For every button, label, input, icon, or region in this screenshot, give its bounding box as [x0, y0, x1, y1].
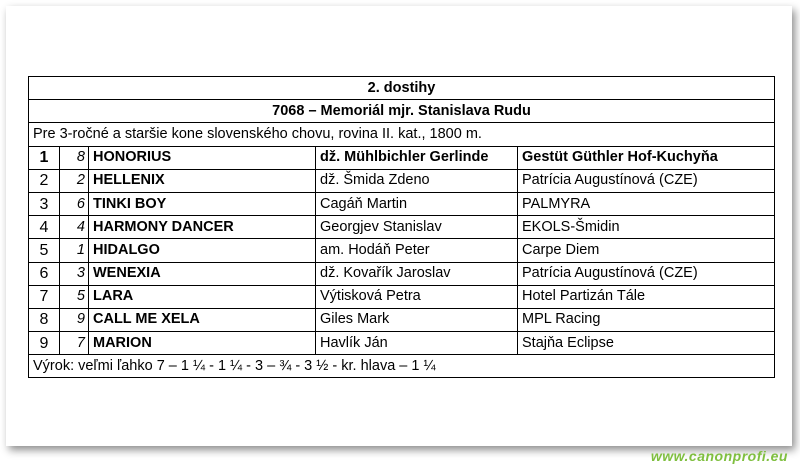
horse-name-cell: CALL ME XELA: [89, 308, 316, 331]
owner-cell: Patrícia Augustínová (CZE): [518, 169, 775, 192]
position-cell: 3: [29, 192, 60, 215]
table-row: [29, 216, 775, 239]
race-verdict: Výrok: veľmi ľahko 7 – 1 ¼ - 1 ¼ - 3 – ¾ - 3 ½ - kr. hlava – 1 ¼: [29, 355, 775, 378]
position-cell: 4: [29, 216, 60, 239]
start-number-cell: 1: [60, 239, 89, 262]
horse-name-cell: MARION: [89, 332, 316, 355]
owner-cell: Hotel Partizán Tále: [518, 285, 775, 308]
jockey-cell: dž. Kovařík Jaroslav: [316, 262, 518, 285]
jockey-cell: am. Hodáň Peter: [316, 239, 518, 262]
jockey-cell: Georgjev Stanislav: [316, 216, 518, 239]
position-cell: 8: [29, 308, 60, 331]
owner-cell: PALMYRA: [518, 192, 775, 215]
table-row: [29, 192, 775, 215]
race-subtitle-row: [29, 100, 775, 123]
race-results-table: [28, 76, 775, 378]
start-number-cell: 6: [60, 192, 89, 215]
table-row: [29, 146, 775, 169]
race-conditions-row: [29, 123, 775, 146]
table-row: [29, 285, 775, 308]
race-title-row: [29, 77, 775, 100]
horse-name-cell: HONORIUS: [89, 146, 316, 169]
position-cell: 1: [29, 146, 60, 169]
start-number-cell: 2: [60, 169, 89, 192]
horse-name-cell: WENEXIA: [89, 262, 316, 285]
start-number-cell: 3: [60, 262, 89, 285]
race-subtitle: 7068 – Memoriál mjr. Stanislava Rudu: [29, 100, 775, 123]
owner-cell: Carpe Diem: [518, 239, 775, 262]
jockey-cell: dž. Mühlbichler Gerlinde: [316, 146, 518, 169]
position-cell: 2: [29, 169, 60, 192]
table-row: [29, 308, 775, 331]
owner-cell: Stajňa Eclipse: [518, 332, 775, 355]
position-cell: 6: [29, 262, 60, 285]
position-cell: 9: [29, 332, 60, 355]
jockey-cell: dž. Šmida Zdeno: [316, 169, 518, 192]
start-number-cell: 7: [60, 332, 89, 355]
table-row: [29, 332, 775, 355]
owner-cell: Gestüt Güthler Hof-Kuchyňa: [518, 146, 775, 169]
table-row: [29, 239, 775, 262]
start-number-cell: 8: [60, 146, 89, 169]
table-row: [29, 169, 775, 192]
horse-name-cell: HELLENIX: [89, 169, 316, 192]
jockey-cell: Cagáň Martin: [316, 192, 518, 215]
start-number-cell: 5: [60, 285, 89, 308]
start-number-cell: 9: [60, 308, 89, 331]
race-conditions: Pre 3-ročné a staršie kone slovenského chovu, rovina II. kat., 1800 m.: [29, 123, 775, 146]
owner-cell: Patrícia Augustínová (CZE): [518, 262, 775, 285]
jockey-cell: Giles Mark: [316, 308, 518, 331]
race-verdict-row: [29, 355, 775, 378]
position-cell: 5: [29, 239, 60, 262]
site-watermark: www.canonprofi.eu: [650, 448, 788, 464]
owner-cell: EKOLS-Šmidin: [518, 216, 775, 239]
position-cell: 7: [29, 285, 60, 308]
jockey-cell: Havlík Ján: [316, 332, 518, 355]
jockey-cell: Výtisková Petra: [316, 285, 518, 308]
race-title: 2. dostihy: [29, 77, 775, 100]
horse-name-cell: HIDALGO: [89, 239, 316, 262]
owner-cell: MPL Racing: [518, 308, 775, 331]
horse-name-cell: LARA: [89, 285, 316, 308]
table-row: [29, 262, 775, 285]
horse-name-cell: HARMONY DANCER: [89, 216, 316, 239]
start-number-cell: 4: [60, 216, 89, 239]
horse-name-cell: TINKI BOY: [89, 192, 316, 215]
